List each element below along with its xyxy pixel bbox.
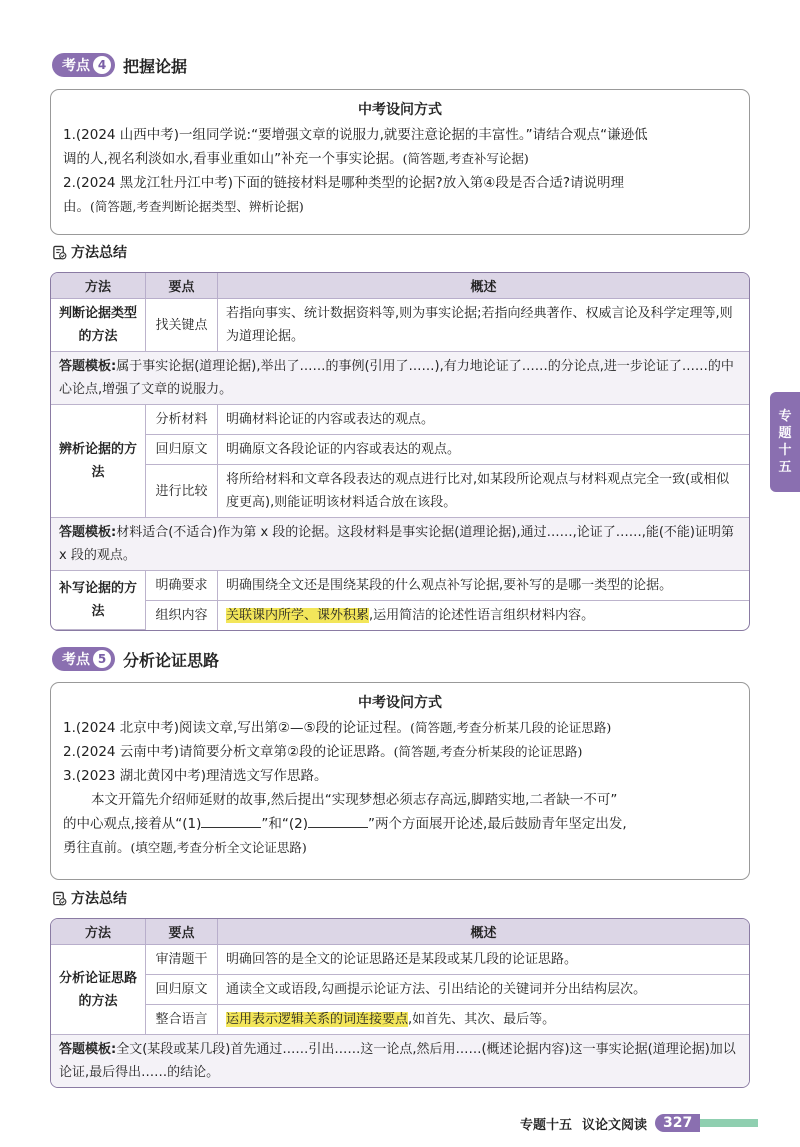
method-table-1	[50, 272, 750, 631]
question-box-2	[50, 682, 750, 880]
key-cell: 整合语言	[146, 1005, 218, 1035]
note-check-icon	[52, 891, 67, 906]
highlighted-text: 关联课内所学、课外积累	[226, 608, 370, 623]
kaodian-number: 5	[93, 650, 111, 668]
question-type-note: (简答题,考查补写论据)	[402, 151, 529, 166]
template-label: 答题模板:	[59, 1042, 117, 1057]
question-line	[51, 716, 749, 740]
template-row	[51, 352, 749, 405]
table-row	[51, 975, 749, 1005]
side-tab-char: 专	[778, 409, 792, 424]
question-type-note: (填空题,考查分析全文论证思路)	[130, 840, 307, 855]
question-box-title: 中考设问方式	[358, 695, 442, 711]
kaodian-badge-label: 考点	[62, 58, 90, 74]
question-line: 1.(2024 山西中考)一组同学说:“要增强文章的说服力,就要注意论据的丰富性。”请结合观点“谦逊低	[63, 127, 648, 143]
template-text: 全文(某段或某几段)首先通过……引出……这一论点,然后用……(概述论据内容)这一事实论据(道理论据)加以论证,最后得出……的结论。	[59, 1042, 736, 1080]
template-cell	[51, 518, 749, 571]
desc-cell: 明确原文各段论证的内容或表达的观点。	[218, 435, 749, 465]
key-cell: 找关键点	[146, 299, 218, 352]
key-cell: 回归原文	[146, 435, 218, 465]
table-row	[51, 465, 749, 518]
table-row	[51, 1005, 749, 1035]
table-row	[51, 299, 749, 352]
question-line	[51, 195, 749, 219]
desc-text: ,如首先、其次、最后等。	[408, 1012, 556, 1027]
table-row	[51, 571, 749, 601]
question-text: 2.(2024 云南中考)请简要分析文章第②段的论证思路。	[63, 744, 394, 760]
kaodian-badge	[52, 647, 115, 671]
passage-text: ”两个方面展开论述,最后鼓励青年坚定出发,	[368, 816, 627, 832]
col-header-key: 要点	[146, 273, 218, 299]
table-header-row	[51, 273, 749, 299]
col-header-desc: 概述	[218, 919, 749, 945]
key-cell: 进行比较	[146, 465, 218, 518]
passage-text: ”和“(2)	[261, 816, 309, 832]
method-cell: 辨析论据的方法	[51, 405, 146, 518]
desc-cell	[218, 1005, 749, 1035]
footer-chapter: 专题十五	[520, 1117, 573, 1133]
highlighted-text: 运用表示逻辑关系的词连接要点	[226, 1012, 409, 1027]
col-header-method: 方法	[51, 273, 146, 299]
key-cell: 审清题干	[146, 945, 218, 975]
table-row	[51, 405, 749, 435]
passage-line	[51, 812, 749, 836]
section-title: 把握论据	[123, 56, 188, 76]
method-cell: 判断论据类型的方法	[51, 299, 146, 352]
template-text: 属于事实论据(道理论据),举出了……的事例(引用了……),有力地论证了……的分论点,进一步论证了……的中心论点,增强了文章的说服力。	[59, 359, 734, 397]
kaodian-badge-label: 考点	[62, 652, 90, 668]
template-cell	[51, 352, 749, 405]
method-summary-label: 方法总结	[71, 245, 127, 261]
key-cell: 分析材料	[146, 405, 218, 435]
template-row	[51, 518, 749, 571]
question-box-1	[50, 89, 750, 235]
question-type-note: (简答题,考查分析某几段的论证思路)	[410, 720, 612, 735]
kaodian-number: 4	[93, 56, 111, 74]
key-cell: 明确要求	[146, 571, 218, 601]
question-type-note: (简答题,考查分析某段的论证思路)	[393, 744, 583, 759]
question-text: 1.(2024 北京中考)阅读文章,写出第②—⑤段的论证过程。	[63, 720, 411, 736]
section-heading-kaodian5	[52, 646, 219, 672]
desc-cell: 通读全文或语段,勾画提示论证方法、引出结论的关键词并分出结构层次。	[218, 975, 749, 1005]
kaodian-badge	[52, 53, 115, 77]
template-cell	[51, 1035, 749, 1087]
page-footer	[520, 1112, 758, 1134]
fill-blank-1[interactable]	[201, 814, 261, 828]
section-title: 分析论证思路	[123, 650, 220, 670]
note-check-icon	[52, 245, 67, 260]
footer-title: 议论文阅读	[582, 1117, 648, 1133]
question-text: 由。	[63, 199, 90, 215]
desc-cell: 明确材料论证的内容或表达的观点。	[218, 405, 749, 435]
template-text: 材料适合(不适合)作为第 x 段的论据。这段材料是事实论据(道理论据),通过……,论证了……,能(不能)证明第 x 段的观点。	[59, 525, 734, 563]
passage-line: 本文开篇先介绍师延财的故事,然后提出“实现梦想必须志存高远,脚踏实地,二者缺一不可”	[91, 792, 618, 808]
footer-decor-bar	[700, 1119, 758, 1127]
side-tab-char: 五	[778, 460, 792, 475]
chapter-side-tab	[770, 392, 800, 492]
question-line: 2.(2024 黑龙江牡丹江中考)下面的链接材料是哪种类型的论据?放入第④段是否合适?请说明理	[63, 175, 624, 191]
method-summary-heading	[52, 888, 127, 908]
fill-blank-2[interactable]	[308, 814, 368, 828]
desc-text: ,运用简洁的论述性语言组织材料内容。	[369, 608, 595, 623]
section-heading-kaodian4	[52, 52, 187, 78]
desc-cell	[218, 601, 749, 630]
question-line	[51, 740, 749, 764]
question-box-title: 中考设问方式	[358, 102, 442, 118]
col-header-key: 要点	[146, 919, 218, 945]
key-cell: 组织内容	[146, 601, 218, 630]
desc-cell: 明确围绕全文还是围绕某段的什么观点补写论据,要补写的是哪一类型的论据。	[218, 571, 749, 601]
method-summary-label: 方法总结	[71, 891, 127, 907]
table-header-row	[51, 919, 749, 945]
method-cell: 分析论证思路的方法	[51, 945, 146, 1035]
method-cell: 补写论据的方法	[51, 571, 146, 630]
method-summary-heading	[52, 242, 127, 262]
question-line	[51, 147, 749, 171]
question-line: 3.(2023 湖北黄冈中考)理清选文写作思路。	[63, 768, 328, 784]
table-row	[51, 945, 749, 975]
desc-cell: 将所给材料和文章各段表达的观点进行比对,如某段所论观点与材料观点完全一致(或相似度更高),则能证明该材料适合放在该段。	[218, 465, 749, 518]
key-cell: 回归原文	[146, 975, 218, 1005]
question-type-note: (简答题,考查判断论据类型、辨析论据)	[90, 199, 304, 214]
side-tab-char: 题	[778, 426, 792, 441]
table-row	[51, 601, 749, 630]
template-label: 答题模板:	[59, 525, 117, 540]
side-tab-char: 十	[778, 443, 792, 458]
template-row	[51, 1035, 749, 1087]
desc-cell: 明确回答的是全文的论证思路还是某段或某几段的论证思路。	[218, 945, 749, 975]
passage-text: 的中心观点,接着从“(1)	[63, 816, 202, 832]
col-header-desc: 概述	[218, 273, 749, 299]
passage-text: 勇往直前。	[63, 840, 131, 856]
page-number: 327	[655, 1114, 700, 1132]
passage-line	[51, 836, 749, 860]
col-header-method: 方法	[51, 919, 146, 945]
desc-cell: 若指向事实、统计数据资料等,则为事实论据;若指向经典著作、权威言论及科学定理等,则为道理论据。	[218, 299, 749, 352]
table-row	[51, 435, 749, 465]
method-table-2	[50, 918, 750, 1088]
template-label: 答题模板:	[59, 359, 117, 374]
question-text: 调的人,视名利淡如水,看事业重如山”补充一个事实论据。	[63, 151, 403, 167]
